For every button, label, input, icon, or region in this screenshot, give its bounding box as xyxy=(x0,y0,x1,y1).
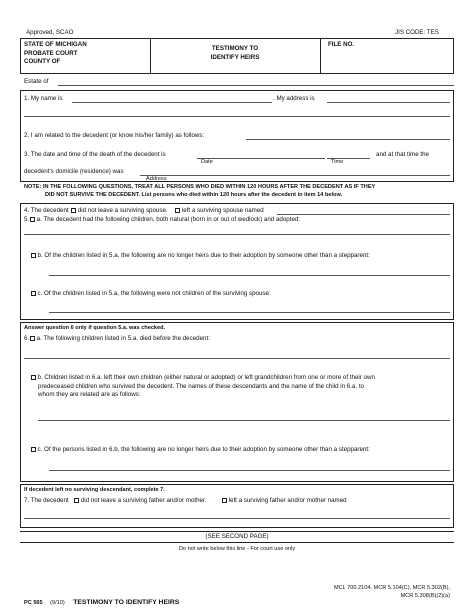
q4-spouse-label: left a surviving spouse named xyxy=(181,207,264,214)
q7-parent-label: left a surviving father and/or mother named xyxy=(228,497,347,504)
file-no-label: FILE NO. xyxy=(328,41,355,48)
q3-domicile-field[interactable] xyxy=(140,175,450,176)
estate-name-field[interactable] xyxy=(58,85,454,86)
answer-6-note: Answer question 6 only if question 5.a. was checked. xyxy=(24,325,166,331)
q5c-line-1[interactable] xyxy=(49,312,450,313)
q5a-row xyxy=(24,216,300,223)
q5b-checkbox[interactable] xyxy=(31,253,36,258)
q3-label: 3. The date and time of the death of the decedent is xyxy=(24,151,166,158)
q4-no-spouse-label: did not leave a surviving spouse. xyxy=(77,207,168,214)
form-id: PC 565 xyxy=(24,600,43,606)
q5c-label: c. Of the children listed in 5.a, the following were not children of the surviving spouse: xyxy=(37,290,271,297)
q6a-checkbox[interactable] xyxy=(30,336,35,341)
q6c-checkbox[interactable] xyxy=(31,447,36,452)
q4-row xyxy=(24,207,264,214)
q5a-label: a. The decedent had the following children, both natural (born in or out of wedlock) and adopted: xyxy=(36,216,301,223)
court-line-2: PROBATE COURT xyxy=(24,49,78,57)
section-6-box xyxy=(20,322,454,482)
header-divider-2 xyxy=(320,38,321,74)
q3-address-caption: Address xyxy=(146,176,167,182)
mcl-citations xyxy=(320,585,450,600)
q1-address-field-2[interactable] xyxy=(24,116,450,117)
title-line-2: IDENTIFY HEIRS xyxy=(210,53,260,61)
q7-row xyxy=(24,497,347,504)
form-date: (9/10) xyxy=(50,600,65,606)
see-second-page-top-rule xyxy=(20,531,454,532)
q5c-row xyxy=(30,290,271,297)
q6b-line-2: predeceased children who survived the decedent. The names of these descendants and the name of the child in 6.a. to xyxy=(38,382,364,390)
jis-code-label: JIS CODE: TES xyxy=(395,29,439,36)
q7-no-parent-checkbox[interactable] xyxy=(74,498,79,503)
note-line-1: NOTE: IN THE FOLLOWING QUESTIONS, TREAT ALL PERSONS WHO DIED WITHIN 120 HOURS AFTER THE DECEDENT AS IF THEY xyxy=(24,184,376,190)
q6b-line-3: whom they are related are as follows: xyxy=(38,391,141,399)
q6c-label: c. Of the persons listed in 6.b, the following are no longer heirs due to their adoption by someone other than a stepparent: xyxy=(37,446,370,453)
mcl-line-1: MCL 700.2104, MCR 5.104(C), MCR 5.302(B), xyxy=(333,585,450,591)
form-footer-title: TESTIMONY TO IDENTIFY HEIRS xyxy=(73,599,180,606)
q5b-line-1[interactable] xyxy=(49,275,450,276)
q7-parent-name-field[interactable] xyxy=(24,518,450,519)
court-use-note: Do not write below this line - For court use only xyxy=(178,546,296,552)
q6b-line-field[interactable] xyxy=(38,420,450,421)
court-line-3: COUNTY OF xyxy=(24,58,61,65)
see-second-page-bottom-rule xyxy=(20,542,454,543)
q1-name-field[interactable] xyxy=(72,102,272,103)
court-line-1: STATE OF MICHIGAN xyxy=(24,41,87,48)
q3-date-field[interactable] xyxy=(197,158,325,159)
q3-domicile-label: decedent's domicile (residence) was xyxy=(24,168,124,175)
q7-note: If decedent left no surviving descendant, complete 7. xyxy=(24,487,165,493)
q6a-label: a. The following children listed in 5.a. died before the decedent: xyxy=(36,335,210,342)
q7-parent-checkbox[interactable] xyxy=(222,498,227,503)
q2-label: 2. I am related to the decedent (or know his/her family) as follows: xyxy=(24,132,205,139)
q4-no-spouse-checkbox[interactable] xyxy=(71,208,76,213)
q7-lead: 7. The decedent xyxy=(24,497,69,504)
q5a-line-1[interactable] xyxy=(24,234,450,235)
q7-no-parent-label: did not leave a surviving father and/or mother. xyxy=(80,497,207,504)
approved-label: Approved, SCAO xyxy=(26,29,74,36)
mcl-line-2: MCR 5.308(B)(2)(a) xyxy=(400,592,450,599)
q4-spouse-checkbox[interactable] xyxy=(175,208,180,213)
q5-number: 5. xyxy=(24,216,30,223)
q6a-line-1[interactable] xyxy=(24,358,450,359)
q2-relation-field[interactable] xyxy=(246,139,450,140)
q6a-row xyxy=(24,335,210,342)
q5c-checkbox[interactable] xyxy=(31,291,36,296)
q6c-row xyxy=(30,446,370,453)
see-second-page-label: (SEE SECOND PAGE) xyxy=(205,533,269,540)
note-line-2: DID NOT SURVIVE THE DECEDENT. List persons who died within 120 hours after the decedent in item 14 below. xyxy=(45,192,343,198)
q1-address-field[interactable] xyxy=(327,102,450,103)
q5a-checkbox[interactable] xyxy=(30,217,35,222)
q5b-label: b. Of the children listed in 5.a, the following are no longer heirs due to their adoption by someone other than a stepparent: xyxy=(37,252,370,259)
q1-address-label: . My address is xyxy=(273,95,315,102)
court-block xyxy=(24,41,87,67)
q5b-row xyxy=(30,252,370,259)
q6c-line-1[interactable] xyxy=(49,470,450,471)
q6b-block xyxy=(30,374,375,400)
title-line-1: TESTIMONY TO xyxy=(211,45,259,52)
form-footer-id xyxy=(24,591,179,609)
q1-name-label: 1. My name is xyxy=(24,95,63,102)
q4-lead: 4. The decedent xyxy=(24,207,69,214)
q3-time-caption: Time xyxy=(331,159,344,165)
q6b-checkbox[interactable] xyxy=(31,375,36,380)
estate-of-label: Estate of xyxy=(24,78,49,85)
q6-number: 6. xyxy=(24,335,30,342)
q6b-line-1: b. Children listed in 6.a. left their own children (either natural or adopted) or left grandchildren from one or more of their own xyxy=(37,374,375,381)
q3-and-at-label: and at that time the xyxy=(376,151,429,158)
q3-date-caption: Date xyxy=(201,159,213,165)
form-title-block xyxy=(150,45,320,62)
q4-spouse-name-field[interactable] xyxy=(277,214,450,215)
